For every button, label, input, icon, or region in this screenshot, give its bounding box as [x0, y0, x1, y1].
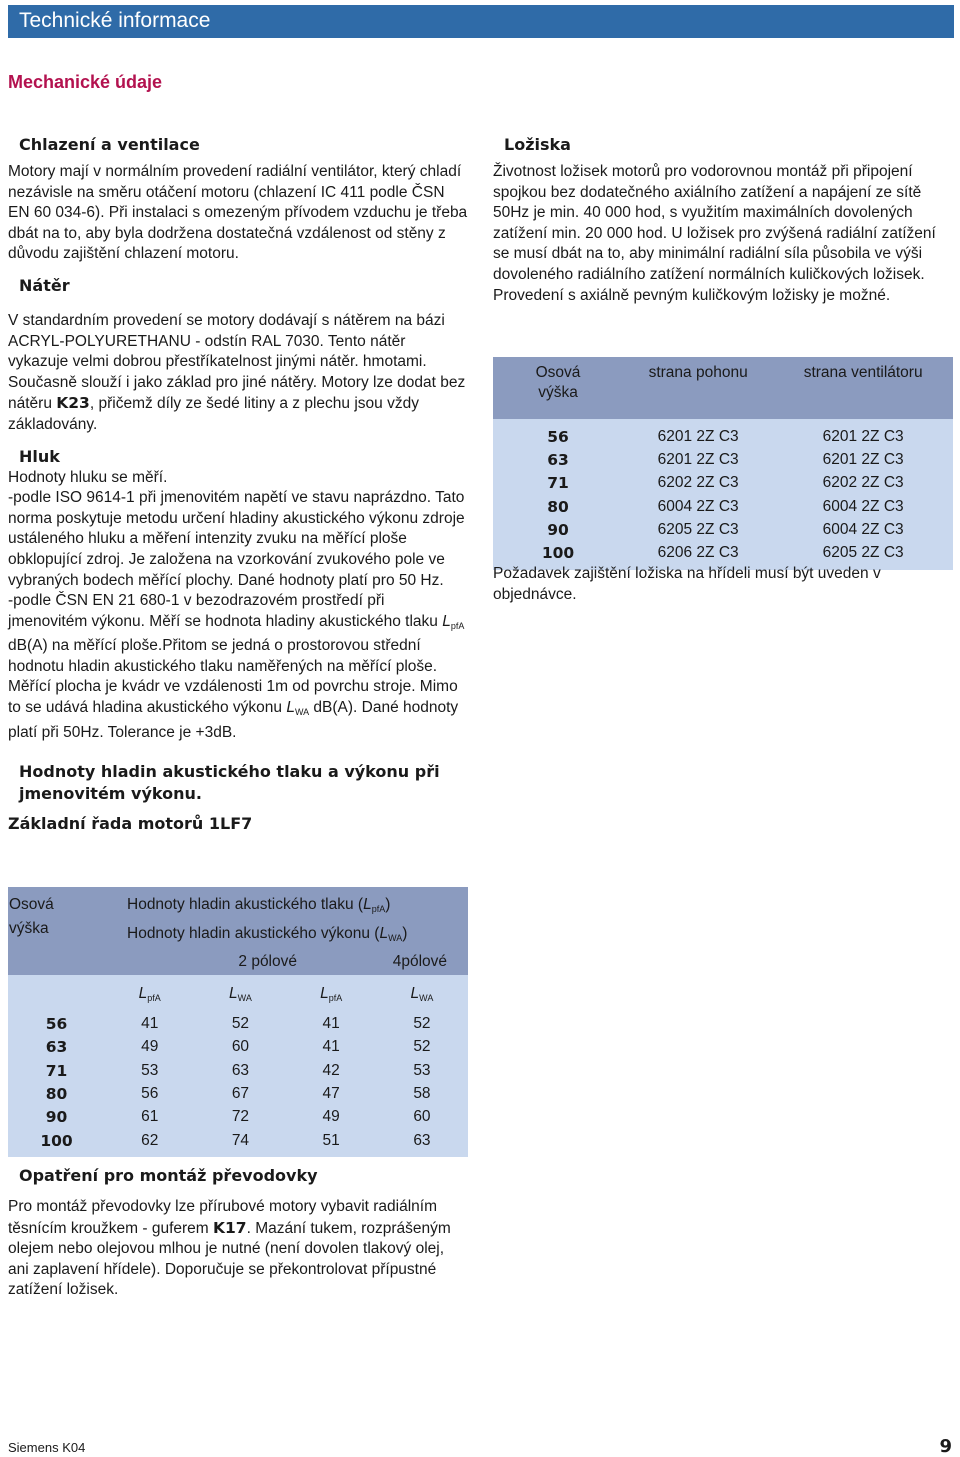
left-column — [8, 134, 468, 835]
symbol-l: L — [229, 984, 238, 1002]
sym-lwa-1 — [194, 975, 286, 1013]
symbol-wa: WA — [237, 992, 252, 1003]
noise-line3-part3: dB(A). Dané hodnoty platí při 50Hz. Tolerance je +3dB. — [8, 699, 459, 741]
gearbox-text-part2: . Mazání tukem, rozprášeným olejem nebo olejovou mlhou je nutné (není dovolen tlakový olej, ani zaplavení hřídele). Doporučuje se překontrolovat přípustné zatížení ložisek. — [8, 1219, 451, 1299]
table-row — [8, 1082, 468, 1105]
paint-text — [8, 311, 468, 436]
noise-line3-part1: -podle ČSN EN 21 680-1 v bezodrazovém prostředí při jmenovitém výkonu. Měří se hodnota hladiny akustického tlaku — [8, 592, 443, 630]
cell: 63 — [194, 1059, 286, 1082]
cell: 71 — [493, 472, 623, 495]
cell: 53 — [105, 1059, 194, 1082]
noise-symbol-row — [8, 975, 468, 1013]
cell: 52 — [194, 1013, 286, 1036]
bearing-col-size — [493, 357, 623, 419]
cell: 63 — [493, 448, 623, 471]
bearing-col-drive: strana pohonu — [623, 357, 773, 419]
cell: 6205 2Z C3 — [773, 541, 953, 569]
sym-lpfa-2 — [286, 975, 375, 1013]
sym-lwa-2 — [376, 975, 468, 1013]
gearbox-text-part1: Pro montáž převodovky lze přírubové motory vybavit radiálním těsnícím kroužkem - guferem — [8, 1198, 438, 1237]
cell: 41 — [105, 1013, 194, 1036]
cell: 41 — [286, 1036, 375, 1059]
cell: 63 — [8, 1036, 105, 1059]
bearing-col-size-1: Osová — [535, 364, 581, 381]
symbol-wa: WA — [419, 992, 434, 1003]
table-row — [493, 448, 953, 471]
cell: 74 — [194, 1129, 286, 1157]
cooling-heading: Chlazení a ventilace — [19, 135, 200, 154]
cell: 53 — [376, 1059, 468, 1082]
cell: 67 — [194, 1082, 286, 1105]
cell: 62 — [105, 1129, 194, 1157]
cell: 56 — [493, 419, 623, 448]
table-row — [8, 1013, 468, 1036]
gearbox-code: K17 — [213, 1218, 247, 1237]
footer-catalog: Siemens K04 — [8, 1440, 86, 1455]
noise-col-size-1: Osová — [9, 896, 54, 913]
cell: 71 — [8, 1059, 105, 1082]
cell: 52 — [376, 1013, 468, 1036]
noise-table — [8, 887, 468, 1157]
bearing-col-fan: strana ventilátoru — [773, 357, 953, 419]
cell: 100 — [8, 1129, 105, 1157]
cell: 90 — [8, 1106, 105, 1129]
cell: 80 — [493, 495, 623, 518]
cell: 90 — [493, 518, 623, 541]
symbol-l: L — [442, 612, 451, 630]
bearing-table — [493, 357, 953, 570]
symbol-pfa: pfA — [450, 620, 465, 631]
table-row — [493, 472, 953, 495]
symbol-l: L — [379, 924, 389, 942]
paint-text-part2: , přičemž díly ze šedé litiny a z plechu jsou vždy základovány. — [8, 395, 419, 433]
noise-hdr-close: ) — [385, 896, 391, 913]
cell: 6202 2Z C3 — [773, 472, 953, 495]
noise-col-values — [105, 887, 468, 975]
cell: 49 — [286, 1106, 375, 1129]
noise-line1: Hodnoty hluku se měří. — [8, 468, 168, 486]
cell: 80 — [8, 1082, 105, 1105]
bearings-text: Životnost ložisek motorů pro vodorovnou montáž při připojení spojkou bez dodatečného axiálního zatížení a napájení ze sítě 50Hz je min. 40 000 hod, s využitím maximálních dovolených zatížení min. 20 000 hod. U ložisek pro zvýšená radiální zatížení se musí dbát na to, aby minimální radiální síla působila ve výši dovoleného radiálního zatížení normálních kuličkových ložisek. Provedení s axiálně pevným kuličkovým ložisky je možné. — [493, 163, 936, 304]
noise-col-size — [8, 887, 105, 975]
cell: 51 — [286, 1129, 375, 1157]
noise-line3-part2: dB(A) na měřící ploše.Přitom se jedná o prostorovou střední hodnotu hladin akustického tlaku naměřených na měřící ploše. Měřící plocha je kvádr ve vzdálenosti 1m od povrchu stroje. Mimo to se udává hladina akustického výkonu — [8, 637, 458, 717]
noise-line2: -podle ISO 9614-1 při jmenovitém napětí ve stavu naprázdno. Tato norma poskytuje metodu určení hladiny akustického výkonu zdroje ustáleného hluku a měření intenzity zvuku na měřící ploše obklopující zdroj. Je založena na vzorkování zvukového pole ve vybraných bodech měřící plochy. Dané hodnoty platí pro 50 Hz. — [8, 489, 465, 589]
cell: 6201 2Z C3 — [623, 448, 773, 471]
cell: 49 — [105, 1036, 194, 1059]
cell: 56 — [8, 1013, 105, 1036]
noise-hdr-power-text: Hodnoty hladin akustického výkonu ( — [127, 924, 380, 942]
header-bar — [8, 5, 954, 38]
paint-text-part1: V standardním provedení se motory dodávají s nátěrem na bázi ACRYL-POLYURETHANU - odstín RAL 7030. Tento nátěr vykazuje velmi dobrou přestříkatelnost jinými nátěr. hmotami. Současně slouží i jako základ pro jiné nátěry. Motory lze dodat bez nátěru — [8, 311, 466, 413]
symbol-wa: WA — [388, 932, 403, 943]
symbol-pfa: pfA — [371, 904, 386, 914]
table-row — [493, 419, 953, 448]
page-title: Technické informace — [19, 9, 211, 32]
symbol-l: L — [138, 984, 148, 1002]
right-column — [493, 134, 953, 306]
cell: 6201 2Z C3 — [773, 419, 953, 448]
cell: 63 — [376, 1129, 468, 1157]
cell: 6206 2Z C3 — [623, 541, 773, 569]
bearing-note-block — [493, 564, 933, 605]
cooling-text: Motory mají v normálním provedení radiální ventilátor, který chladí nezávisle na směru otáčení motoru (chlazení IC 411 podle ČSN EN 60 034-6). Při instalaci s omezeným přívodem vzduchu je třeba dbát na to, aby byla dodržena dostatečná vzdálenost od stěny z důvodu zajištění chlazení motoru. — [8, 163, 468, 263]
cell: 41 — [286, 1013, 375, 1036]
table-row — [8, 1059, 468, 1082]
cell: 6202 2Z C3 — [623, 472, 773, 495]
gearbox-text — [8, 1197, 468, 1301]
sym-lpfa-1 — [105, 975, 194, 1013]
cell: 61 — [105, 1106, 194, 1129]
symbol-l: L — [320, 984, 329, 1002]
noise-heading: Hluk — [19, 446, 60, 466]
table-row — [8, 1106, 468, 1129]
noise-hdr-pressure-text: Hodnoty hladin akustického tlaku ( — [127, 896, 364, 913]
cell: 6201 2Z C3 — [623, 419, 773, 448]
noise-hdr-power — [127, 922, 467, 951]
poles-2: 2 pólové — [238, 953, 297, 970]
noise-hdr-poles — [127, 950, 467, 974]
noise-col-size-2: výška — [9, 919, 49, 937]
symbol-wa: WA — [294, 707, 310, 718]
cell: 42 — [286, 1059, 375, 1082]
cell: 47 — [286, 1082, 375, 1105]
cell: 56 — [105, 1082, 194, 1105]
paint-heading: Nátěr — [19, 275, 70, 295]
gearbox-heading: Opatření pro montáž převodovky — [19, 1166, 318, 1185]
cell: 6004 2Z C3 — [773, 518, 953, 541]
cell: 6004 2Z C3 — [773, 495, 953, 518]
symbol-pfa: pfA — [328, 992, 343, 1003]
cell: 72 — [194, 1106, 286, 1129]
symbol-l: L — [286, 699, 295, 717]
cell: 52 — [376, 1036, 468, 1059]
series-heading: Základní řada motorů 1LF7 — [8, 814, 253, 834]
bearings-heading: Ložiska — [504, 135, 571, 154]
gearbox-block — [8, 1165, 468, 1301]
symbol-pfa: pfA — [147, 992, 161, 1003]
table-row — [8, 1036, 468, 1059]
symbol-l: L — [363, 896, 372, 913]
table-row — [493, 518, 953, 541]
cell: 58 — [376, 1082, 468, 1105]
section-title: Mechanické údaje — [8, 72, 163, 92]
bearing-col-size-2: výška — [538, 384, 578, 401]
noise-line3 — [8, 591, 468, 743]
table-row — [8, 1129, 468, 1157]
page-number: 9 — [939, 1436, 952, 1457]
bearing-note: Požadavek zajištění ložiska na hřídeli musí být uveden v objednávce. — [493, 565, 881, 603]
noise-hdr-pressure — [127, 893, 467, 922]
paint-code: K23 — [56, 394, 90, 413]
cell: 6004 2Z C3 — [623, 495, 773, 518]
symbol-l: L — [410, 984, 420, 1002]
cell: 60 — [376, 1106, 468, 1129]
noise-hdr-close: ) — [402, 924, 408, 942]
noise-symbol-blank — [8, 975, 105, 1013]
cell: 6205 2Z C3 — [623, 518, 773, 541]
cell: 100 — [493, 541, 623, 569]
cell: 60 — [194, 1036, 286, 1059]
poles-4: 4pólové — [392, 953, 447, 970]
cell: 6201 2Z C3 — [773, 448, 953, 471]
table-row — [493, 495, 953, 518]
noise-table-heading: Hodnoty hladin akustického tlaku a výkonu při jmenovitém výkonu. — [19, 762, 440, 804]
